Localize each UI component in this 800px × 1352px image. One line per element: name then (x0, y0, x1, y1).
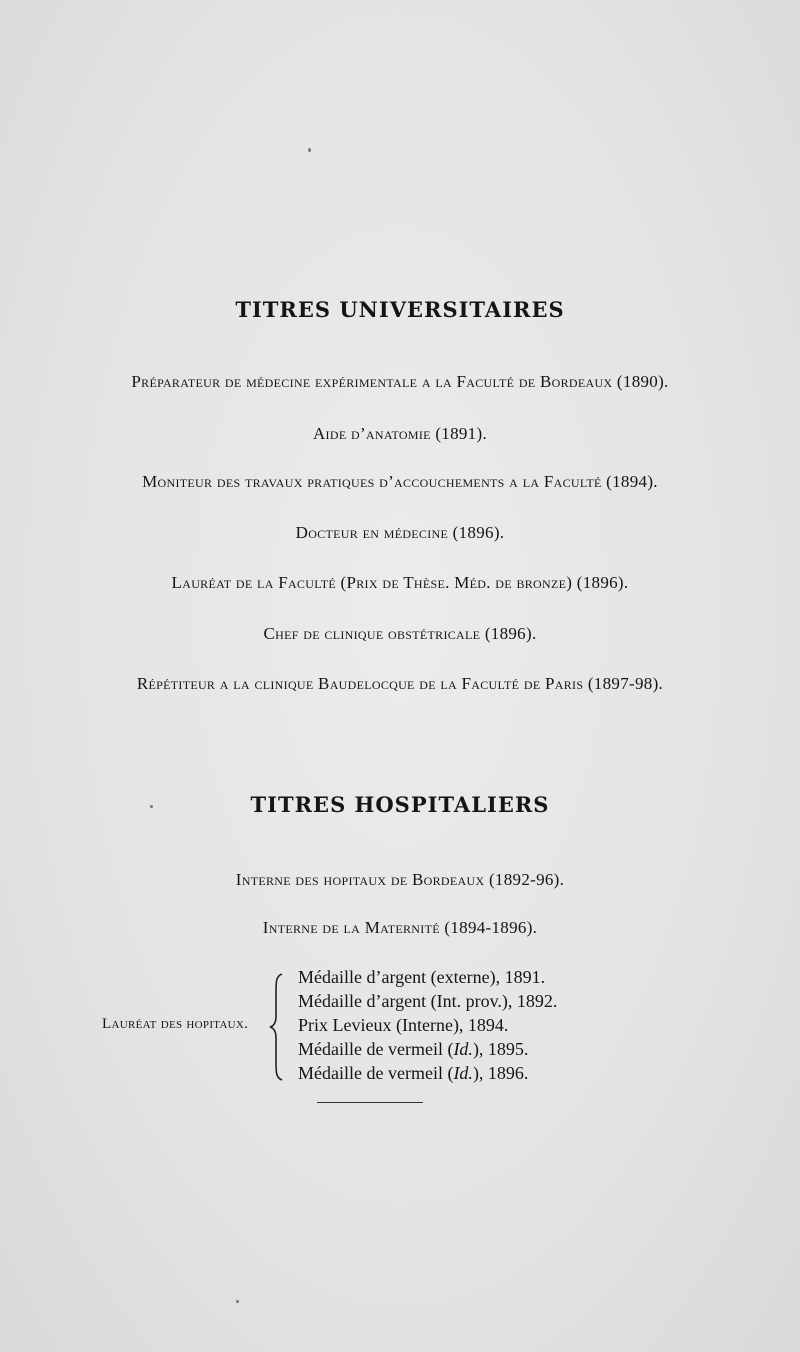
medal-item: Médaille d’argent (externe), 1891. (298, 967, 546, 987)
closing-rule (317, 1102, 423, 1103)
item-chef-clinique: Chef de clinique obstétricale (1896). (263, 624, 537, 643)
heading-titres-hospitaliers: TITRES HOSPITALIERS (250, 792, 550, 817)
id-abbrev: Id. (453, 1039, 473, 1059)
medal-item: Prix Levieux (Interne), 1894. (298, 1015, 509, 1035)
item-interne-hopitaux: Interne des hopitaux de Bordeaux (1892-96). (235, 870, 565, 889)
heading-titres-universitaires: TITRES UNIVERSITAIRES (235, 297, 565, 322)
curly-brace (268, 972, 288, 1082)
item-repetiteur: Répétiteur a la clinique Baudelocque de la Faculté de Paris (1897-98). (136, 674, 664, 693)
item-docteur: Docteur en médecine (1896). (295, 523, 505, 542)
id-abbrev: Id. (453, 1063, 473, 1083)
medal-item: Médaille de vermeil (Id.), 1896. (298, 1063, 529, 1083)
item-aide-anatomie: Aide d’anatomie (1891). (312, 424, 487, 443)
paper-speck (150, 805, 153, 808)
paper-speck (236, 1300, 239, 1303)
medal-item: Médaille d’argent (Int. prov.), 1892. (298, 991, 558, 1011)
item-preparateur: Préparateur de médecine expérimentale a la Faculté de Bordeaux (1890). (131, 372, 669, 391)
laureat-hopitaux-label: Lauréat des hopitaux. (102, 1016, 249, 1032)
medal-item: Médaille de vermeil (Id.), 1895. (298, 1039, 529, 1059)
item-interne-maternite: Interne de la Maternité (1894-1896). (262, 918, 538, 937)
paper-speck (308, 148, 311, 152)
medal-list (298, 965, 557, 1085)
item-laureat-faculte: Lauréat de la Faculté (Prix de Thèse. Méd. de bronze) (1896). (171, 573, 629, 592)
item-moniteur: Moniteur des travaux pratiques d’accouchements a la Faculté (1894). (142, 472, 658, 491)
